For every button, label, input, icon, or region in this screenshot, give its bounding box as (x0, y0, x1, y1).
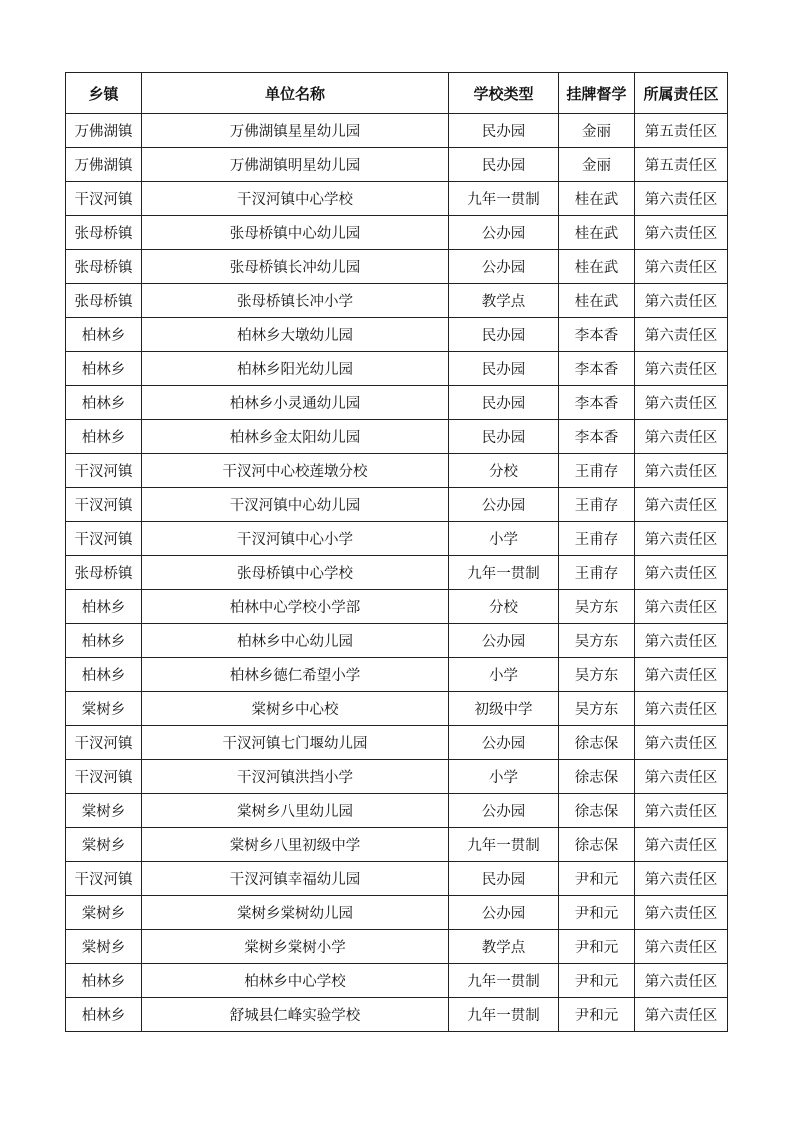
cell-unit-name: 柏林乡德仁希望小学 (142, 658, 449, 692)
table-row (66, 556, 728, 590)
cell-supervisor: 李本香 (559, 352, 635, 386)
cell-unit-name: 干汊河镇中心小学 (142, 522, 449, 556)
cell-supervisor: 王甫存 (559, 522, 635, 556)
table-row (66, 420, 728, 454)
cell-district: 第六责任区 (635, 794, 728, 828)
cell-school-type: 初级中学 (449, 692, 559, 726)
cell-school-type: 九年一贯制 (449, 182, 559, 216)
cell-district: 第六责任区 (635, 726, 728, 760)
cell-supervisor: 王甫存 (559, 488, 635, 522)
table-row (66, 726, 728, 760)
cell-township: 柏林乡 (66, 658, 142, 692)
cell-school-type: 民办园 (449, 318, 559, 352)
cell-township: 干汊河镇 (66, 522, 142, 556)
cell-supervisor: 徐志保 (559, 726, 635, 760)
table-row (66, 964, 728, 998)
cell-supervisor: 李本香 (559, 386, 635, 420)
cell-school-type: 九年一贯制 (449, 556, 559, 590)
cell-unit-name: 张母桥镇中心学校 (142, 556, 449, 590)
table-row (66, 930, 728, 964)
cell-school-type: 公办园 (449, 624, 559, 658)
table-row (66, 182, 728, 216)
cell-district: 第六责任区 (635, 488, 728, 522)
cell-township: 干汊河镇 (66, 182, 142, 216)
table-row (66, 862, 728, 896)
cell-district: 第六责任区 (635, 998, 728, 1032)
cell-township: 张母桥镇 (66, 250, 142, 284)
table-row (66, 488, 728, 522)
cell-unit-name: 万佛湖镇星星幼儿园 (142, 114, 449, 148)
cell-district: 第六责任区 (635, 318, 728, 352)
cell-township: 干汊河镇 (66, 726, 142, 760)
cell-supervisor: 尹和元 (559, 862, 635, 896)
cell-unit-name: 干汊河镇中心学校 (142, 182, 449, 216)
cell-township: 柏林乡 (66, 420, 142, 454)
cell-supervisor: 桂在武 (559, 182, 635, 216)
cell-supervisor: 金丽 (559, 114, 635, 148)
cell-district: 第六责任区 (635, 352, 728, 386)
cell-township: 柏林乡 (66, 624, 142, 658)
cell-school-type: 九年一贯制 (449, 964, 559, 998)
cell-township: 张母桥镇 (66, 216, 142, 250)
cell-township: 棠树乡 (66, 794, 142, 828)
cell-district: 第六责任区 (635, 420, 728, 454)
cell-school-type: 民办园 (449, 862, 559, 896)
cell-supervisor: 尹和元 (559, 896, 635, 930)
cell-township: 张母桥镇 (66, 284, 142, 318)
table-row (66, 828, 728, 862)
table-row (66, 250, 728, 284)
cell-township: 干汊河镇 (66, 862, 142, 896)
cell-unit-name: 干汊河镇七门堰幼儿园 (142, 726, 449, 760)
cell-district: 第六责任区 (635, 182, 728, 216)
cell-township: 棠树乡 (66, 930, 142, 964)
cell-district: 第六责任区 (635, 386, 728, 420)
cell-supervisor: 尹和元 (559, 930, 635, 964)
cell-district: 第六责任区 (635, 862, 728, 896)
cell-district: 第六责任区 (635, 692, 728, 726)
table-row (66, 658, 728, 692)
cell-township: 万佛湖镇 (66, 148, 142, 182)
cell-township: 棠树乡 (66, 828, 142, 862)
table-row (66, 624, 728, 658)
cell-school-type: 分校 (449, 590, 559, 624)
cell-school-type: 小学 (449, 760, 559, 794)
cell-township: 棠树乡 (66, 692, 142, 726)
cell-school-type: 民办园 (449, 352, 559, 386)
cell-supervisor: 吴方东 (559, 658, 635, 692)
header-school-type: 学校类型 (449, 73, 559, 114)
cell-unit-name: 柏林中心学校小学部 (142, 590, 449, 624)
table-row (66, 386, 728, 420)
table-body (66, 114, 728, 1032)
cell-supervisor: 吴方东 (559, 624, 635, 658)
cell-supervisor: 徐志保 (559, 760, 635, 794)
cell-unit-name: 棠树乡八里幼儿园 (142, 794, 449, 828)
table-row (66, 352, 728, 386)
cell-district: 第六责任区 (635, 896, 728, 930)
cell-district: 第六责任区 (635, 760, 728, 794)
cell-school-type: 公办园 (449, 896, 559, 930)
cell-unit-name: 棠树乡中心校 (142, 692, 449, 726)
cell-unit-name: 干汊河镇幸福幼儿园 (142, 862, 449, 896)
cell-township: 柏林乡 (66, 998, 142, 1032)
table-row (66, 114, 728, 148)
cell-school-type: 教学点 (449, 930, 559, 964)
cell-school-type: 民办园 (449, 420, 559, 454)
cell-unit-name: 张母桥镇长冲小学 (142, 284, 449, 318)
cell-township: 棠树乡 (66, 896, 142, 930)
cell-district: 第六责任区 (635, 624, 728, 658)
cell-district: 第六责任区 (635, 930, 728, 964)
cell-unit-name: 柏林乡大墩幼儿园 (142, 318, 449, 352)
cell-district: 第六责任区 (635, 522, 728, 556)
table-row (66, 998, 728, 1032)
table-row (66, 522, 728, 556)
cell-unit-name: 棠树乡棠树幼儿园 (142, 896, 449, 930)
cell-unit-name: 干汊河镇中心幼儿园 (142, 488, 449, 522)
cell-unit-name: 柏林乡中心幼儿园 (142, 624, 449, 658)
cell-supervisor: 王甫存 (559, 556, 635, 590)
cell-unit-name: 张母桥镇中心幼儿园 (142, 216, 449, 250)
cell-supervisor: 徐志保 (559, 828, 635, 862)
table-row (66, 216, 728, 250)
table-row (66, 760, 728, 794)
table-row (66, 794, 728, 828)
cell-supervisor: 王甫存 (559, 454, 635, 488)
cell-supervisor: 尹和元 (559, 964, 635, 998)
cell-township: 万佛湖镇 (66, 114, 142, 148)
cell-township: 干汊河镇 (66, 454, 142, 488)
table-row (66, 148, 728, 182)
cell-district: 第六责任区 (635, 284, 728, 318)
table-row (66, 454, 728, 488)
cell-supervisor: 尹和元 (559, 998, 635, 1032)
cell-unit-name: 柏林乡阳光幼儿园 (142, 352, 449, 386)
supervision-table (65, 72, 728, 1032)
cell-school-type: 九年一贯制 (449, 828, 559, 862)
cell-supervisor: 桂在武 (559, 250, 635, 284)
cell-unit-name: 张母桥镇长冲幼儿园 (142, 250, 449, 284)
cell-school-type: 教学点 (449, 284, 559, 318)
cell-supervisor: 李本香 (559, 318, 635, 352)
cell-township: 柏林乡 (66, 590, 142, 624)
cell-supervisor: 吴方东 (559, 590, 635, 624)
cell-township: 干汊河镇 (66, 760, 142, 794)
cell-district: 第五责任区 (635, 148, 728, 182)
cell-district: 第六责任区 (635, 556, 728, 590)
cell-supervisor: 桂在武 (559, 284, 635, 318)
cell-school-type: 分校 (449, 454, 559, 488)
header-unit-name: 单位名称 (142, 73, 449, 114)
header-supervisor: 挂牌督学 (559, 73, 635, 114)
cell-township: 干汊河镇 (66, 488, 142, 522)
cell-district: 第五责任区 (635, 114, 728, 148)
cell-unit-name: 万佛湖镇明星幼儿园 (142, 148, 449, 182)
cell-school-type: 九年一贯制 (449, 998, 559, 1032)
cell-unit-name: 柏林乡小灵通幼儿园 (142, 386, 449, 420)
cell-unit-name: 柏林乡中心学校 (142, 964, 449, 998)
cell-school-type: 公办园 (449, 250, 559, 284)
cell-school-type: 公办园 (449, 216, 559, 250)
cell-district: 第六责任区 (635, 250, 728, 284)
cell-district: 第六责任区 (635, 658, 728, 692)
cell-supervisor: 徐志保 (559, 794, 635, 828)
cell-district: 第六责任区 (635, 216, 728, 250)
cell-supervisor: 吴方东 (559, 692, 635, 726)
cell-unit-name: 棠树乡八里初级中学 (142, 828, 449, 862)
table-row (66, 896, 728, 930)
cell-school-type: 民办园 (449, 114, 559, 148)
header-district: 所属责任区 (635, 73, 728, 114)
cell-school-type: 公办园 (449, 794, 559, 828)
cell-township: 柏林乡 (66, 318, 142, 352)
cell-school-type: 公办园 (449, 726, 559, 760)
cell-district: 第六责任区 (635, 454, 728, 488)
cell-district: 第六责任区 (635, 590, 728, 624)
cell-unit-name: 柏林乡金太阳幼儿园 (142, 420, 449, 454)
cell-school-type: 小学 (449, 658, 559, 692)
table-header-row (66, 73, 728, 114)
cell-unit-name: 舒城县仁峰实验学校 (142, 998, 449, 1032)
cell-unit-name: 干汊河中心校莲墩分校 (142, 454, 449, 488)
cell-township: 柏林乡 (66, 352, 142, 386)
header-township: 乡镇 (66, 73, 142, 114)
table-row (66, 318, 728, 352)
cell-supervisor: 金丽 (559, 148, 635, 182)
cell-school-type: 民办园 (449, 148, 559, 182)
cell-school-type: 民办园 (449, 386, 559, 420)
table-row (66, 590, 728, 624)
cell-district: 第六责任区 (635, 964, 728, 998)
cell-unit-name: 干汊河镇洪挡小学 (142, 760, 449, 794)
cell-township: 张母桥镇 (66, 556, 142, 590)
cell-township: 柏林乡 (66, 964, 142, 998)
cell-supervisor: 桂在武 (559, 216, 635, 250)
cell-unit-name: 棠树乡棠树小学 (142, 930, 449, 964)
table-row (66, 692, 728, 726)
cell-supervisor: 李本香 (559, 420, 635, 454)
table-row (66, 284, 728, 318)
cell-school-type: 公办园 (449, 488, 559, 522)
cell-school-type: 小学 (449, 522, 559, 556)
cell-district: 第六责任区 (635, 828, 728, 862)
cell-township: 柏林乡 (66, 386, 142, 420)
